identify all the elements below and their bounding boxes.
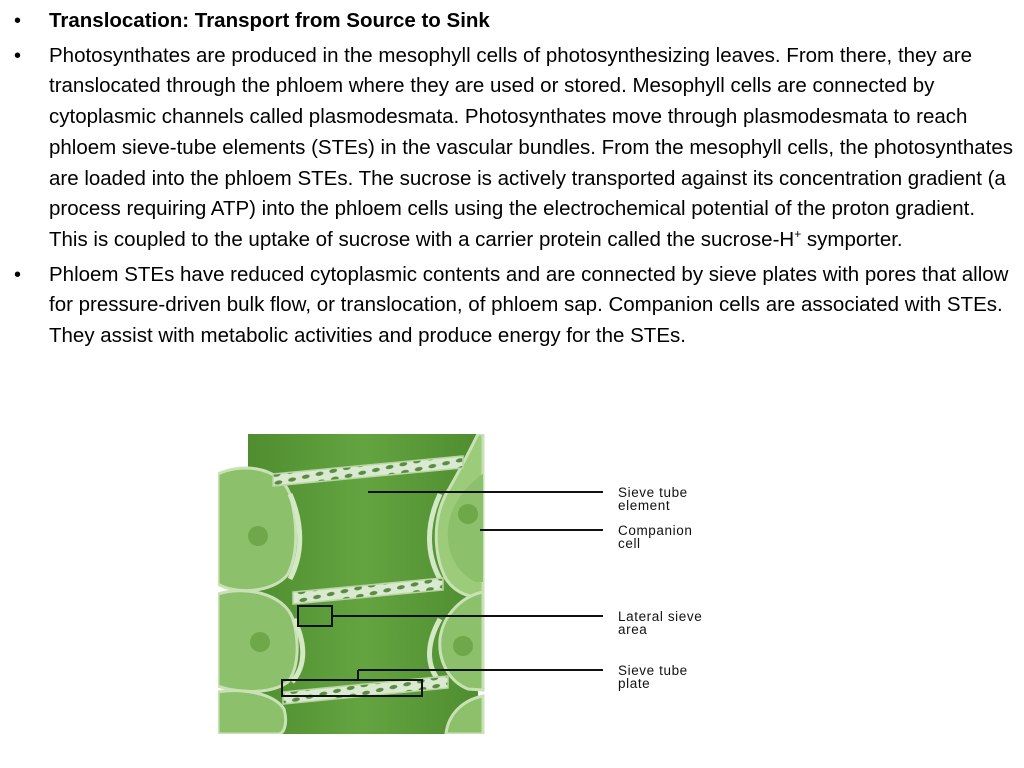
bullet-text-tail: symporter. (801, 227, 903, 251)
label-companion-cell-line1: Companion (618, 523, 693, 538)
bullet-marker: • (14, 263, 22, 286)
phloem-illustration (218, 434, 778, 734)
nucleus-right-bottom (453, 636, 473, 656)
bullet-item-heading (14, 6, 1018, 37)
label-sieve-tube-plate-line2: plate (618, 676, 651, 691)
label-sieve-tube-element-line2: element (618, 498, 671, 513)
superscript-plus: + (794, 227, 802, 242)
nucleus-right-top (458, 504, 478, 524)
label-lateral-sieve-area-line1: Lateral sieve (618, 609, 703, 624)
bullet-text: Photosynthates are produced in the mesophyll cells of photosynthesizing leaves. From there, they are translocated through the phloem where they are used or stored. Mesophyll cells are connected by cytoplasmic channels called plasmodesmata. Photosynthates move through plasmodesmata to reach phloem sieve-tube elements (STEs) in the vascular bundles. From the mesophyll cells, the photosynthates are loaded into the phloem STEs. The sucrose is actively transported against its concentration gradient (a process requiring ATP) into the phloem cells using the electrochemical potential of the proton gradient. This is coupled to the uptake of sucrose with a carrier protein called the sucrose-H (49, 43, 1013, 251)
nucleus-left-top (248, 526, 268, 546)
label-lateral-sieve-area-line2: area (618, 622, 648, 637)
nucleus-left-bottom (250, 632, 270, 652)
bullet-marker: • (14, 10, 22, 32)
bullet-item-photosynthates (14, 41, 1018, 256)
slide-heading: Translocation: Transport from Source to Sink (49, 9, 490, 32)
bullet-item-phloem-stes (14, 260, 1018, 352)
phloem-diagram (218, 434, 778, 734)
bullet-list (14, 6, 1018, 356)
bullet-marker: • (14, 44, 22, 67)
label-companion-cell-line2: cell (618, 536, 641, 551)
label-sieve-tube-plate-line1: Sieve tube (618, 663, 688, 678)
bullet-text: Phloem STEs have reduced cytoplasmic contents and are connected by sieve plates with pores that allow for pressure-driven bulk flow, or translocation, of phloem sap. Companion cells are associated with STEs. They assist with metabolic activities and produce energy for the STEs. (49, 262, 1009, 348)
label-sieve-tube-element-line1: Sieve tube (618, 485, 688, 500)
